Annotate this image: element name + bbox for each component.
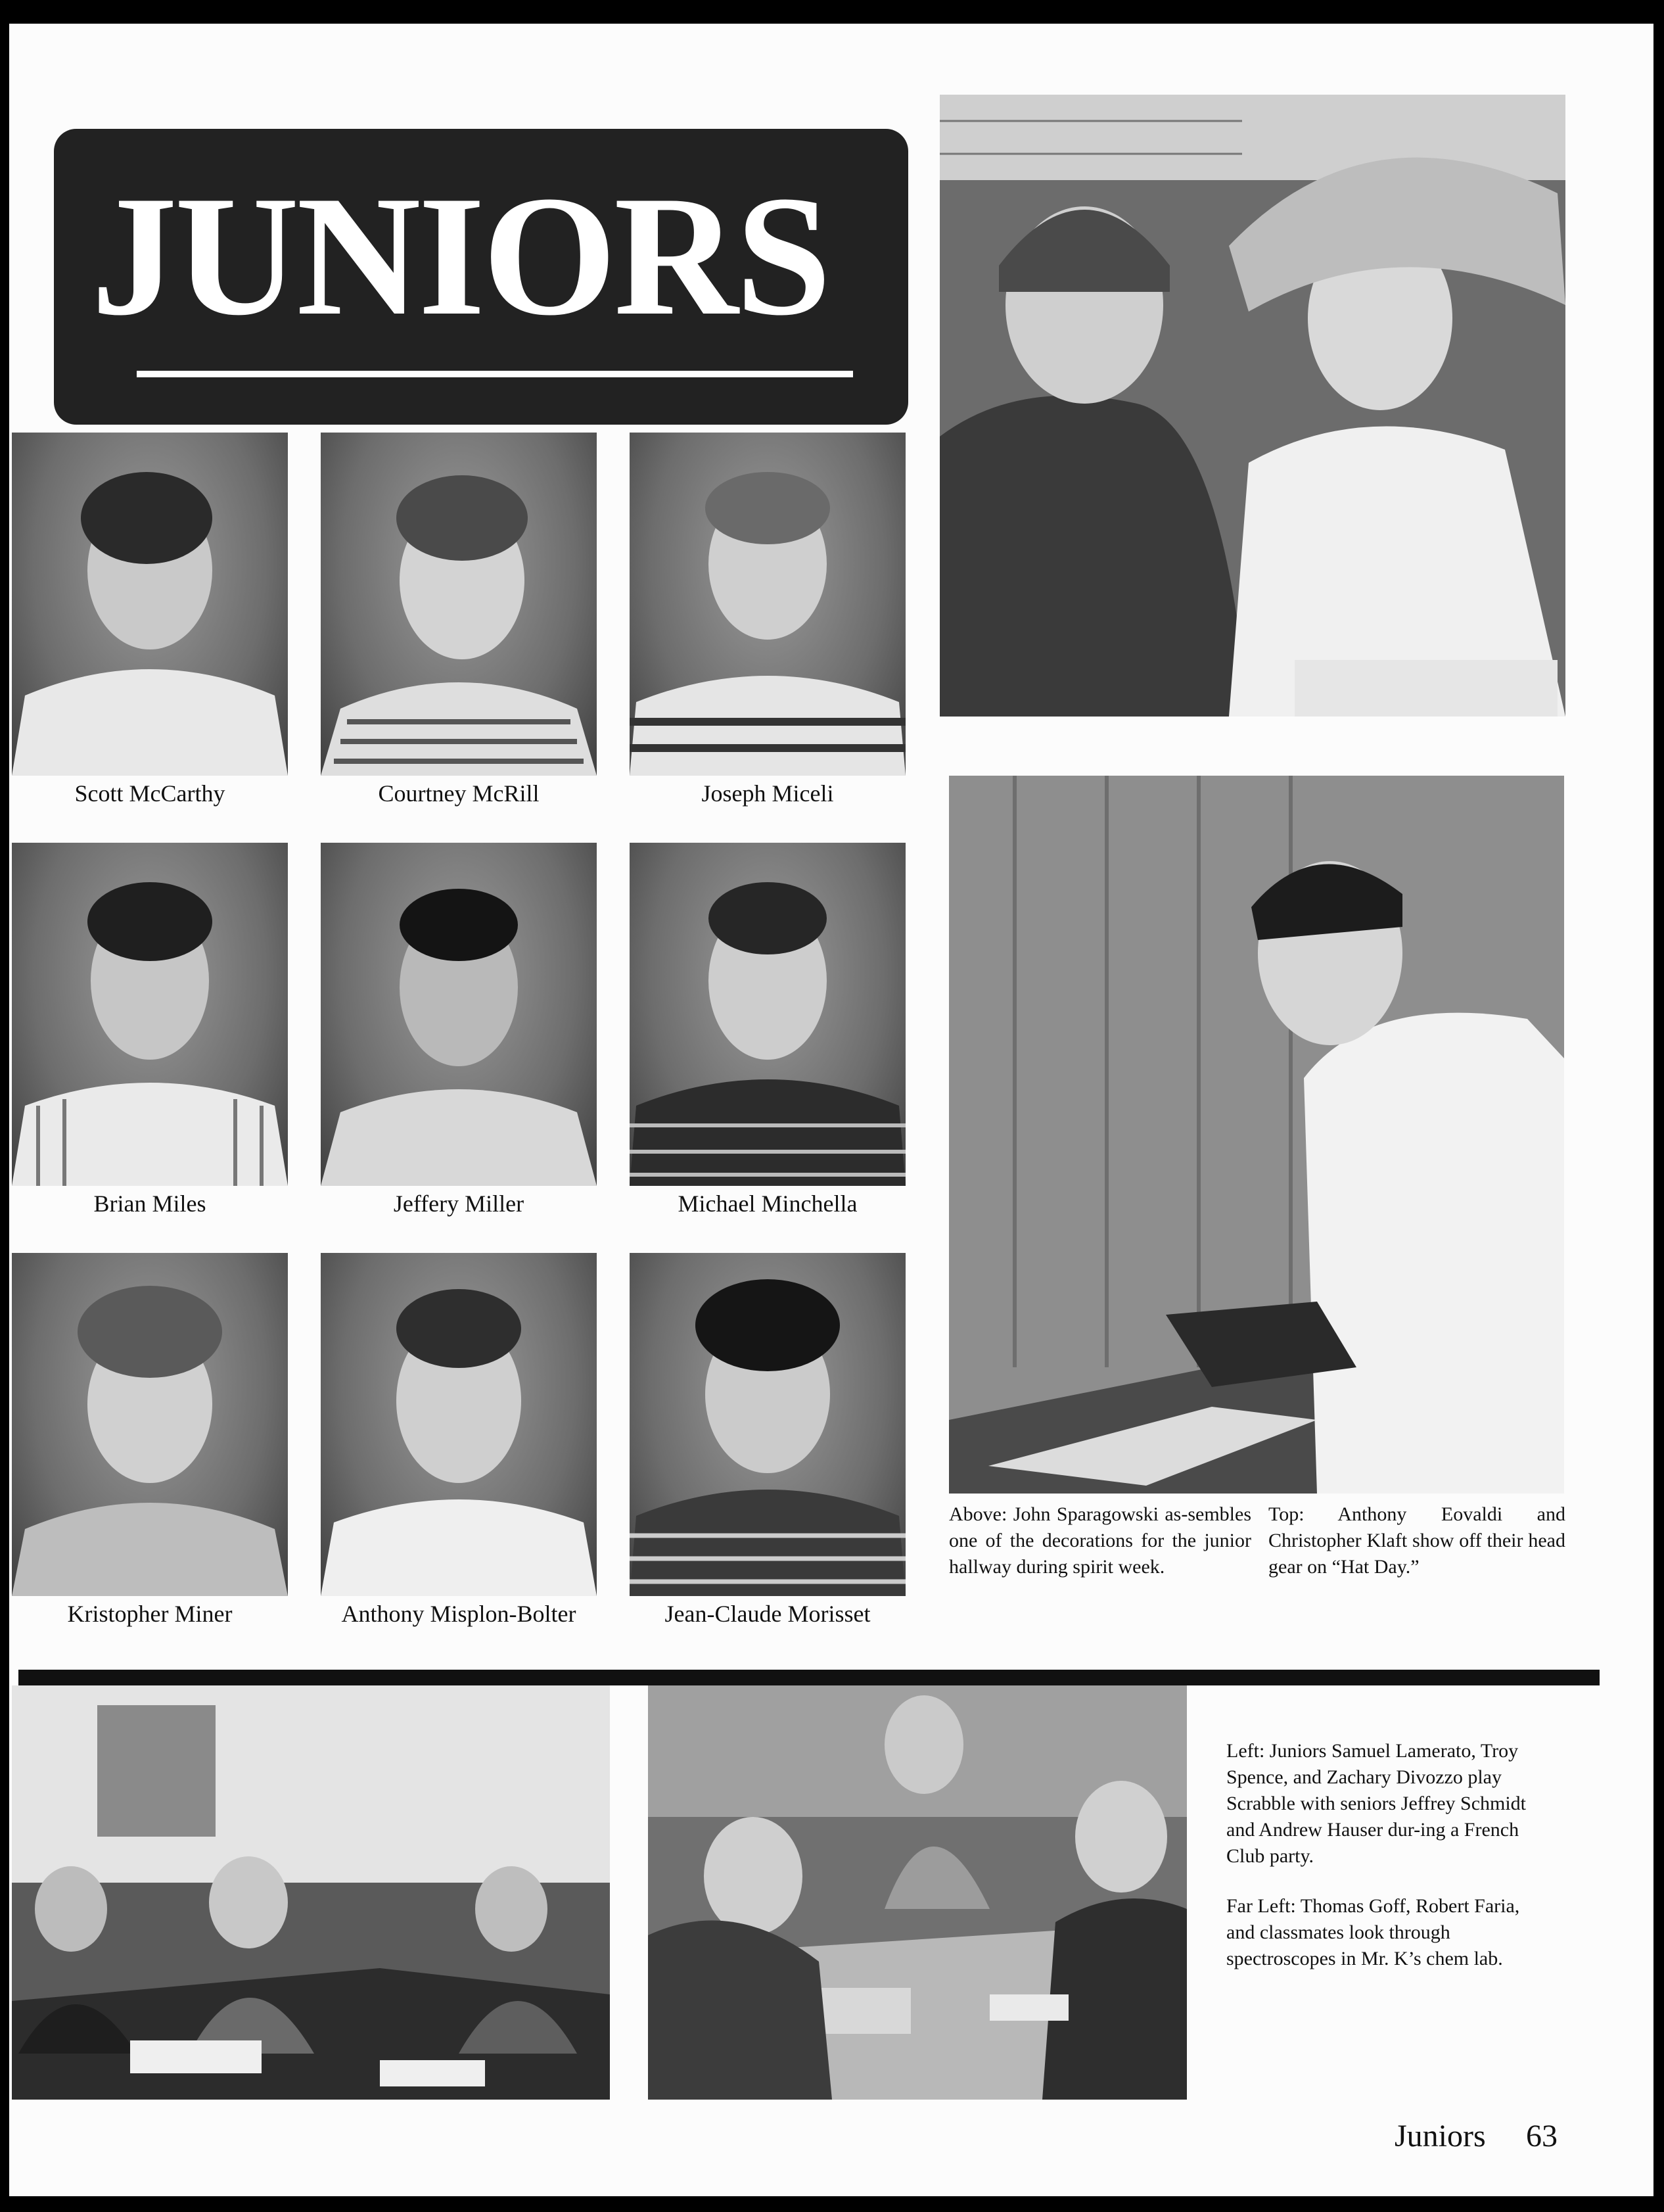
title-banner (54, 129, 908, 425)
scrabble-party-photo (648, 1685, 1187, 2100)
portrait-name: Jeffery Miller (393, 1190, 524, 1217)
portrait-photo (630, 1253, 906, 1596)
hat-day-photo (940, 95, 1565, 717)
title-underline (137, 371, 853, 377)
portrait-photo (12, 843, 288, 1186)
caption-far-left: Far Left: Thomas Goff, Robert Faria, and classmates look through spectroscopes in Mr. K’s chem lab. (1226, 1895, 1520, 1969)
portrait-name: Kristopher Miner (67, 1601, 233, 1627)
portrait-photo (321, 1253, 597, 1596)
portrait-name: Anthony Misplon-Bolter (341, 1601, 576, 1627)
portrait-photo (630, 843, 906, 1186)
portrait-photo (321, 843, 597, 1186)
section-divider (18, 1670, 1600, 1685)
portrait-photo (630, 433, 906, 776)
portrait-name: Michael Minchella (678, 1190, 858, 1217)
page-title: JUNIORS (91, 160, 829, 351)
portrait-name: Jean-Claude Morisset (664, 1601, 871, 1627)
portrait-name: Courtney McRill (378, 780, 540, 807)
portrait-photo (12, 433, 288, 776)
portrait-name: Brian Miles (93, 1190, 206, 1217)
caption-above: Above: John Sparagowski as-sembles one of the decorations for the junior hallway during spirit week. (949, 1503, 1251, 1578)
portrait-photo (12, 1253, 288, 1596)
page-number: 63 (1526, 2119, 1558, 2153)
yearbook-page (9, 24, 1653, 2196)
portrait-photo (321, 433, 597, 776)
caption-left: Left: Juniors Samuel Lamerato, Troy Spence, and Zachary Divozzo play Scrabble with seniors Jeffrey Schmidt and Andrew Hauser dur-ing a French Club party. (1226, 1740, 1527, 1867)
portrait-name: Joseph Miceli (701, 780, 834, 807)
portrait-name: Scott McCarthy (74, 780, 225, 807)
hallway-decoration-photo (949, 776, 1564, 1494)
caption-top: Top: Anthony Eovaldi and Christopher Klaft show off their head gear on “Hat Day.” (1268, 1503, 1565, 1578)
footer-section-label: Juniors (1395, 2119, 1486, 2153)
chem-lab-photo (12, 1685, 610, 2100)
